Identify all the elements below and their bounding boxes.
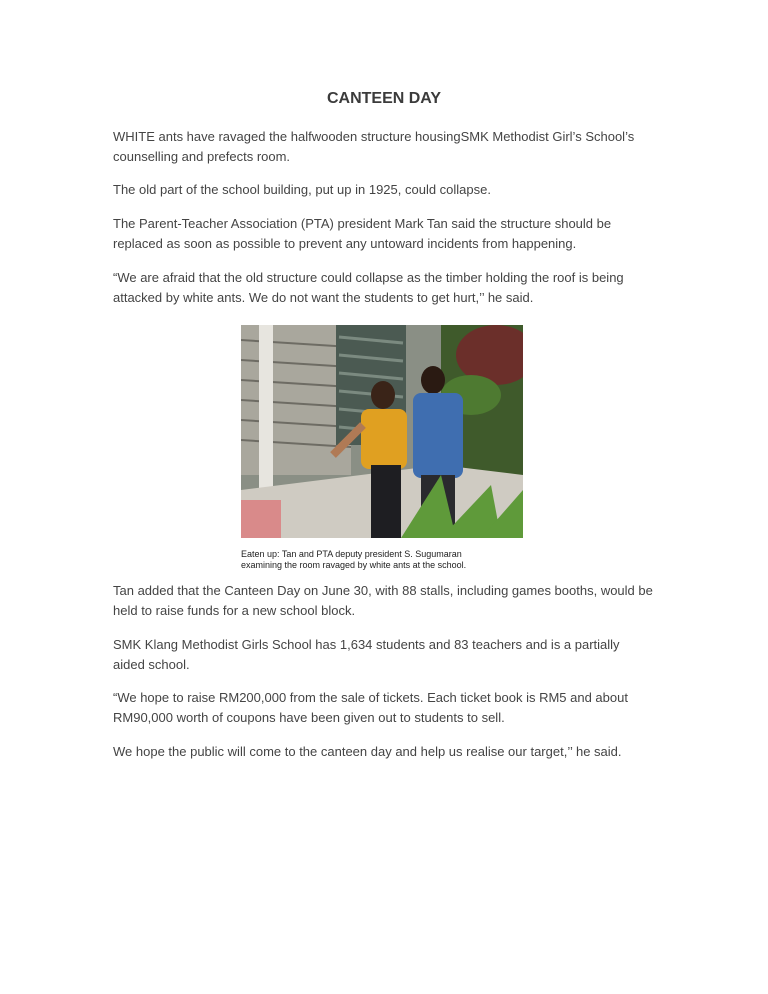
paragraph-2: The old part of the school building, put up in 1925, could collapse. [113, 182, 491, 197]
paragraph-8: We hope the public will come to the canteen day and help us realise our target,’’ he said. [113, 744, 622, 759]
paragraph-7: “We hope to raise RM200,000 from the sale of tickets. Each ticket book is RM5 and about RM90,000 worth of coupons have been given out to students to sell. [113, 690, 628, 725]
paragraph-3: The Parent-Teacher Association (PTA) president Mark Tan said the structure should be replaced as soon as possible to prevent any untoward incidents from happening. [113, 216, 612, 251]
photo-caption [241, 549, 531, 571]
photo-caption-line-1: Eaten up: Tan and PTA deputy president S. Sugumaran [241, 549, 462, 559]
article-title: CANTEEN DAY [326, 90, 442, 107]
paragraph-1: WHITE ants have ravaged the halfwooden structure housingSMK Methodist Girl’s School’s counselling and prefects room. [113, 129, 635, 164]
article-photo [241, 325, 523, 538]
paragraph-5: Tan added that the Canteen Day on June 30, with 88 stalls, including games booths, would be held to raise funds for a new school block. [113, 583, 653, 618]
paragraph-4: “We are afraid that the old structure could collapse as the timber holding the roof is being attacked by white ants. We do not want the students to get hurt,’’ he said. [113, 270, 624, 305]
paragraph-6: SMK Klang Methodist Girls School has 1,634 students and 83 teachers and is a partially aided school. [113, 637, 620, 672]
photo-caption-line-2: examining the room ravaged by white ants at the school. [241, 560, 467, 570]
